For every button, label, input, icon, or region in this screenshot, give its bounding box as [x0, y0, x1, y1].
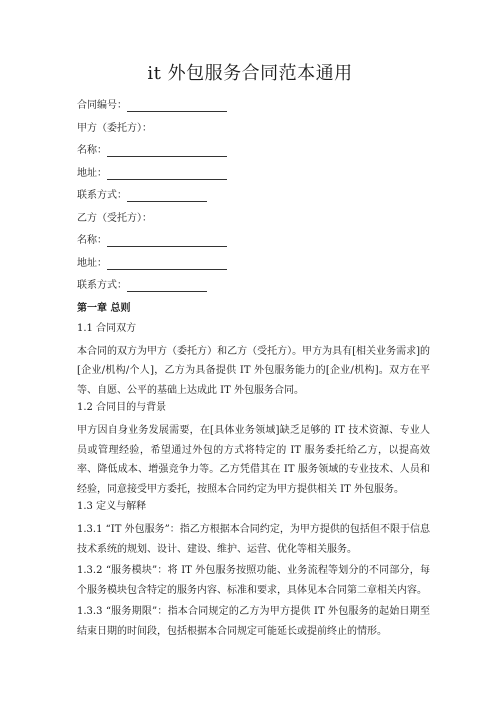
- party-a-contact-label: 联系方式：: [77, 190, 127, 201]
- definition-paragraph: 1.3.1 “IT 外包服务”：指乙方根据本合同约定，为甲方提供的包括但不限于信息技术系统的规划、设计、建设、维护、运营、优化等相关服务。: [77, 524, 430, 555]
- chapter-heading: 第一章 总则: [77, 302, 131, 314]
- party-a-name-label: 名称：: [77, 145, 107, 156]
- section-title: 1.3 定义与解释: [77, 501, 147, 512]
- definition-paragraph: 1.3.3 “服务期限”：指本合同规定的乙方为甲方提供 IT 外包服务的起始日期至结束日期的时间段，包括根据本合同规定可能延长或提前终止的情形。: [77, 606, 430, 637]
- party-b-contact-label: 联系方式：: [77, 280, 127, 291]
- definition-paragraph: 1.3.2 “服务模块”：将 IT 外包服务按照功能、业务流程等划分的不同部分，每个服务模块包含特定的服务内容、标准和要求，具体见本合同第二章相关内容。: [77, 565, 430, 596]
- party-a-address-label: 地址：: [77, 167, 107, 179]
- party-a-contact-line: [77, 190, 430, 202]
- party-b-address-line: [77, 258, 430, 270]
- party-a-contact-blank: [127, 192, 207, 202]
- contract-number-line: [77, 100, 430, 112]
- contract-number-label: 合同编号：: [77, 100, 127, 111]
- section-title: 1.1 合同双方: [77, 322, 137, 334]
- party-a-address-line: [77, 168, 430, 180]
- document-title: it 外包服务合同范本通用: [147, 63, 353, 84]
- party-b-name-label: 名称：: [77, 235, 107, 246]
- party-a-name-line: [77, 145, 430, 157]
- party-b-contact-blank: [127, 282, 207, 292]
- document-body: [77, 100, 430, 643]
- party-b-contact-line: [77, 280, 430, 292]
- section-paragraph: 本合同的双方为甲方（委托方）和乙方（受托方）。甲方为具有[相关业务需求]的[企业/机构/个人]，乙方为具备提供 IT 外包服务能力的[企业/机构]。双方在平等、自愿、公平的基础上达成此 IT 外包服务合同。: [77, 345, 430, 396]
- party-b-name-line: [77, 235, 430, 247]
- section-title: 1.2 合同目的与背景: [77, 402, 167, 413]
- party-b-heading: 乙方（受托方）：: [77, 212, 152, 224]
- party-b-name-blank: [107, 237, 227, 247]
- party-a-heading: 甲方（委托方）：: [77, 122, 152, 134]
- party-a-name-blank: [107, 147, 227, 157]
- party-b-address-label: 地址：: [77, 257, 107, 269]
- party-b-address-blank: [107, 260, 227, 270]
- section-paragraph: 甲方因自身业务发展需要，在[具体业务领域]缺乏足够的 IT 技术资源、专业人员或管理经验，希望通过外包的方式将特定的 IT 服务委托给乙方，以提高效率、降低成本、增强竞争力等。乙方凭借其在 IT 服务领域的专业技术、人员和经验，同意接受甲方委托，按照本合同约定为甲方提供相关 IT 外包服务。: [77, 425, 430, 495]
- contract-number-blank: [127, 102, 227, 112]
- party-a-address-blank: [107, 170, 227, 180]
